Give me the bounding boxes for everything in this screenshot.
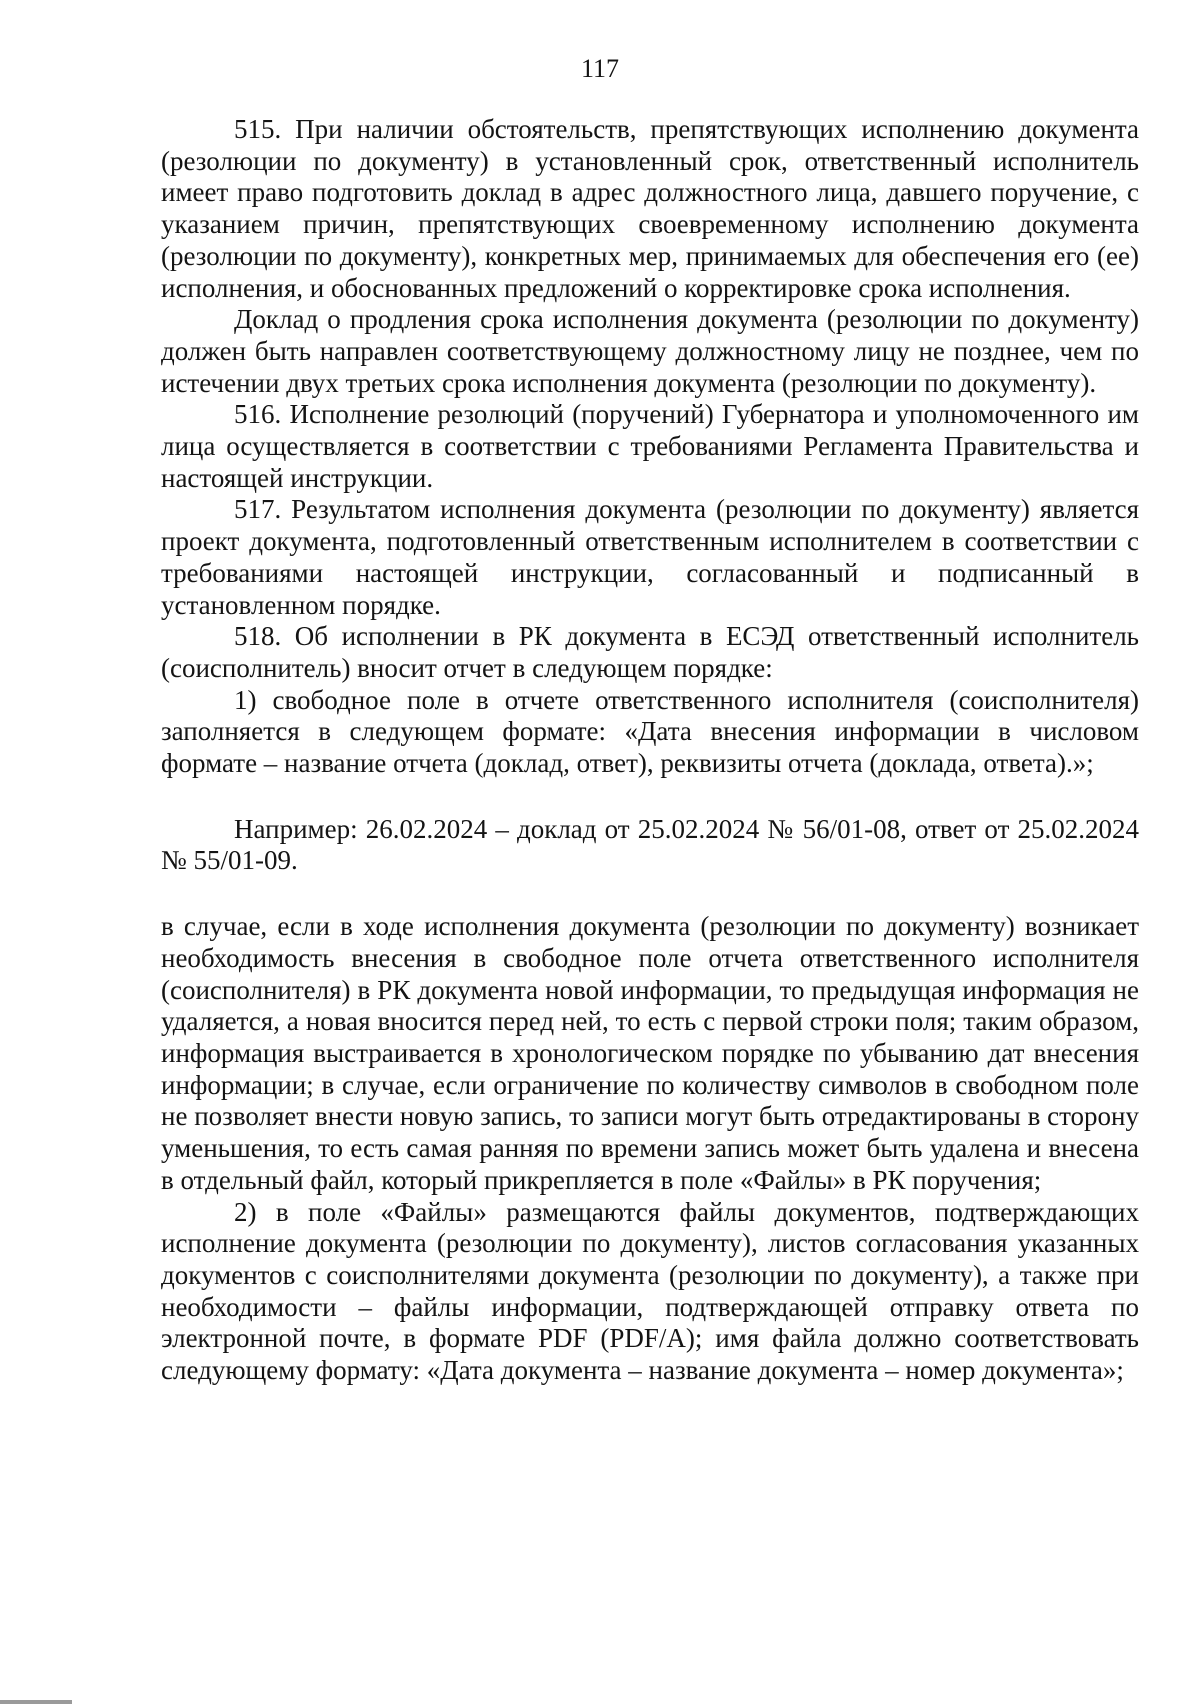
paragraph-518: 518. Об исполнении в РК документа в ЕСЭД ответственный исполнитель (соисполнитель) вносит отчет в следующем порядке: — [161, 621, 1139, 683]
document-body — [161, 114, 1139, 1387]
paragraph-515-report-deadline: Доклад о продления срока исполнения документа (резолюции по документу) должен быть направлен соответствующему должностному лицу не позднее, чем по истечении двух третьих срока исполнения документа (резолюции по документу). — [161, 304, 1139, 398]
paragraph-516: 516. Исполнение резолюций (поручений) Губернатора и уполномоченного им лица осуществляется в соответствии с требованиями Регламента Правительства и настоящей инструкции. — [161, 399, 1139, 493]
paragraph-518-item-2: 2) в поле «Файлы» размещаются файлы документов, подтверждающих исполнение документа (резолюции по документу), листов согласования указанных документов с соисполнителями документа (резолюции по документу), а также при необходимости – файлы информации, подтверждающей отправку ответа по электронной почте, в формате PDF (PDF/A); имя файла должно соответствовать следующему формату: «Дата документа – название документа – номер документа»; — [161, 1196, 1139, 1386]
paragraph-518-case: в случае, если в ходе исполнения документа (резолюции по документу) возникает необходимость внесения в свободное поле отчета ответственного исполнителя (соисполнителя) в РК документа новой информации, то предыдущая информация не удаляется, а новая вносится перед ней, то есть с первой строки поля; таким образом, информация выстраивается в хронологическом порядке по убыванию дат внесения информации; в случае, если ограничение по количеству символов в свободном поле не позволяет внести новую запись, то записи могут быть отредактированы в сторону уменьшения, то есть самая ранняя по времени запись может быть удалена и внесена в отдельный файл, который прикрепляется в поле «Файлы» в РК поручения; — [161, 911, 1139, 1195]
page-number: 117 — [580, 54, 620, 83]
paragraph-518-example: Например: 26.02.2024 – доклад от 25.02.2024 № 56/01-08, ответ от 25.02.2024 № 55/01-09. — [161, 813, 1139, 876]
paragraph-518-item-1: 1) свободное поле в отчете ответственного исполнителя (соисполнителя) заполняется в следующем формате: «Дата внесения информации в числовом формате – название отчета (доклад, ответ), реквизиты отчета (доклада, ответа).»; — [161, 684, 1139, 779]
paragraph-515: 515. При наличии обстоятельств, препятствующих исполнению документа (резолюции по документу) в установленный срок, ответственный исполнитель имеет право подготовить доклад в адрес должностного лица, давшего поручение, с указанием причин, препятствующих своевременному исполнению документа (резолюции по документу), конкретных мер, принимаемых для обеспечения его (ее) исполнения, и обоснованных предложений о корректировке срока исполнения. — [161, 114, 1139, 303]
paragraph-517: 517. Результатом исполнения документа (резолюции по документу) является проект документа, подготовленный ответственным исполнителем в соответствии с требованиями настоящей инструкции, согласованный и подписанный в установленном порядке. — [161, 494, 1139, 620]
scan-edge-mark — [0, 1700, 72, 1704]
